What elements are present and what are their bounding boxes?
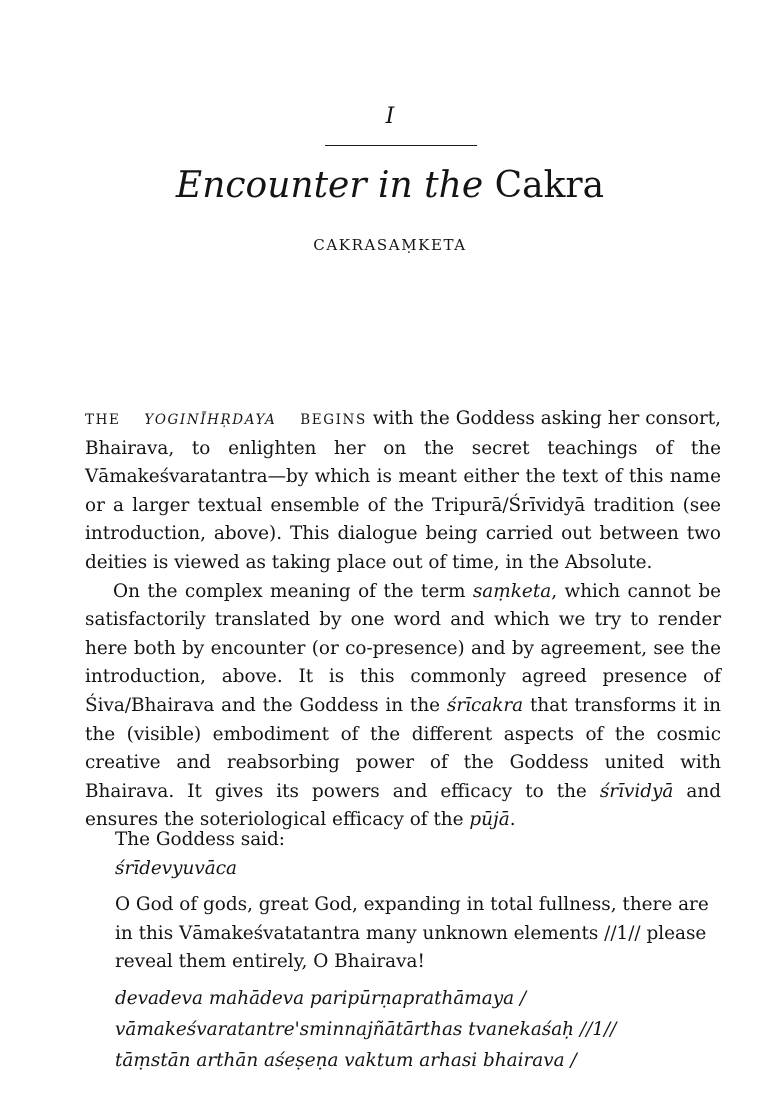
chapter-number: I (385, 104, 395, 129)
lead-title-italic: YOGINĪHṚDAYA (144, 412, 277, 428)
verse-block (115, 826, 721, 1076)
verse-speaker-sanskrit: śrīdevyuvāca (115, 857, 238, 879)
chapter-rule-divider (325, 145, 477, 146)
paragraph-2 (85, 578, 721, 835)
p2-text-3: that transforms it in the (visible) embodiment of the different aspects of the cosmic creative and reabsorbing power of the Goddess united with Bhairava. It gives its powers and efficacy to the (85, 694, 721, 802)
chapter-title-italic: Encounter in the (175, 165, 484, 206)
sanskrit-line-1: devadeva mahādeva paripūrṇaprathāmaya / (115, 987, 527, 1009)
p2-term-sricakra: śrīcakra (446, 694, 524, 716)
chapter-subtitle: CAKRASAṂKETA (313, 236, 467, 254)
paragraph-1-text: with the Goddess asking her consort, Bhairava, to enlighten her on the secret teachings of the Vāmakeśvaratantra—by which is meant either the text of this name or a larger textual ensemble of the Tripurā/Śrīvidyā tradition (see introduction, above). This dialogue being carried out between two deities is viewed as taking place out of time, in the Absolute. (85, 408, 722, 573)
sanskrit-line-3: tāṃstān arthān aśeṣeṇa vaktum arhasi bhairava / (115, 1049, 577, 1071)
verse-speaker: The Goddess said: (115, 829, 286, 850)
body-text (85, 405, 721, 835)
verse-translation: O God of gods, great God, expanding in total fullness, there are in this Vāmakeśvatatantra many unknown elements //1// please reveal them entirely, O Bhairava! (115, 894, 709, 973)
sanskrit-verse-lines (115, 983, 721, 1076)
p2-term-puja: pūjā (469, 809, 510, 831)
paragraph-1 (85, 405, 721, 578)
p2-text-4: and ensures the soteriological efficacy of the (85, 780, 721, 831)
lead-word-2: BEGINS (300, 412, 367, 428)
p2-text-1: On the complex meaning of the term (113, 580, 473, 602)
chapter-title-roman: Cakra (494, 165, 605, 206)
p2-text-5: . (509, 809, 516, 831)
lead-word-1: THE (85, 412, 121, 428)
p2-term-samketa: saṃketa (472, 580, 552, 602)
p2-text-2: , which cannot be satisfactorily translated by one word and which we try to render here both by encounter (or co-presence) and by agreement, see the introduction, above. It is this commonly agreed presence of Śiva/Bhairava and the Goddess in the (85, 580, 721, 716)
chapter-title (0, 165, 780, 206)
p2-term-srividya: śrīvidyā (599, 780, 674, 802)
sanskrit-line-2: vāmakeśvaratantre'sminnajñātārthas tvanekaśaḥ //1// (115, 1018, 617, 1040)
